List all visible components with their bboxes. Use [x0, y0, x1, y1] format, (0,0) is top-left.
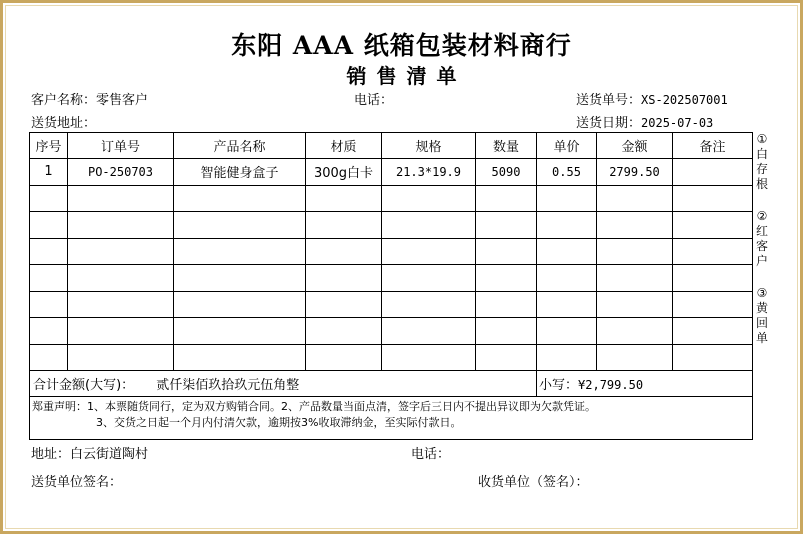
cell-quantity: 5090 [476, 159, 537, 186]
empty-cell [68, 344, 174, 371]
empty-cell [30, 185, 68, 212]
empty-cell [306, 265, 382, 292]
delivery-date-label: 送货日期： [576, 116, 642, 131]
empty-cell [306, 238, 382, 265]
empty-cell [597, 265, 673, 292]
table-row-empty [30, 291, 753, 318]
empty-cell [597, 318, 673, 345]
company-title: 东阳 AAA 纸箱包装材料商行 [231, 31, 572, 60]
empty-cell [476, 318, 537, 345]
total-small-label: 小写： [539, 378, 579, 393]
phone-label: 电话： [354, 93, 394, 108]
empty-cell [30, 238, 68, 265]
empty-cell [673, 291, 753, 318]
sender-signature: 送货单位签名： [31, 475, 123, 490]
cell-product: 智能健身盒子 [174, 159, 306, 186]
empty-cell [306, 291, 382, 318]
empty-cell [597, 291, 673, 318]
empty-cell [174, 212, 306, 239]
table-row-empty [30, 265, 753, 292]
empty-cell [30, 318, 68, 345]
address-field [31, 112, 96, 131]
table-header-row [30, 133, 753, 159]
empty-cell [382, 212, 476, 239]
empty-cell [382, 265, 476, 292]
delivery-date-value: 2025-07-03 [641, 116, 714, 130]
empty-cell [537, 185, 597, 212]
customer-label: 客户名称： [31, 93, 97, 108]
table-row-empty [30, 185, 753, 212]
order-number-value: XS-202507001 [641, 93, 728, 107]
header-spec: 规格 [382, 133, 476, 159]
side-note-number: ② [756, 209, 768, 223]
total-row [30, 371, 753, 397]
cell-spec: 21.3*19.9 [382, 159, 476, 186]
phone-field [354, 89, 393, 108]
empty-cell [673, 344, 753, 371]
total-upper-label: 合计金额(大写)： [33, 378, 135, 393]
footer-address-value: 白云街道陶村 [70, 447, 149, 462]
empty-cell [673, 318, 753, 345]
empty-cell [673, 238, 753, 265]
empty-cell [476, 265, 537, 292]
empty-cell [537, 212, 597, 239]
order-number-field [576, 89, 728, 108]
empty-cell [382, 318, 476, 345]
sales-table [29, 132, 753, 440]
cell-material: 300g白卡 [306, 159, 382, 186]
footer-address [31, 443, 148, 462]
order-number-label: 送货单号： [576, 93, 642, 108]
notice-row [30, 397, 753, 440]
total-upper-value: 贰仟柒佰玖拾玖元伍角整 [156, 378, 300, 393]
side-note-red [756, 209, 768, 269]
empty-cell [476, 212, 537, 239]
empty-cell [537, 265, 597, 292]
side-note-number: ③ [756, 286, 768, 300]
header-seq: 序号 [30, 133, 68, 159]
empty-cell [476, 185, 537, 212]
empty-cell [174, 291, 306, 318]
delivery-date-field [576, 112, 713, 131]
empty-cell [68, 212, 174, 239]
empty-cell [673, 185, 753, 212]
side-note-yellow [756, 286, 768, 346]
cell-amount: 2799.50 [597, 159, 673, 186]
footer-phone [411, 443, 450, 462]
empty-cell [174, 265, 306, 292]
empty-cell [597, 212, 673, 239]
empty-cell [30, 344, 68, 371]
empty-cell [673, 212, 753, 239]
empty-cell [68, 238, 174, 265]
header-amount: 金额 [597, 133, 673, 159]
cell-remark [673, 159, 753, 186]
header-material: 材质 [306, 133, 382, 159]
document-title: 销售清单 [346, 64, 467, 88]
empty-cell [537, 291, 597, 318]
table-row [30, 159, 753, 186]
empty-cell [597, 344, 673, 371]
footer-address-label: 地址： [31, 447, 71, 462]
side-note-number: ① [756, 132, 768, 146]
notice-line-1: 郑重声明：1、本票随货同行，定为双方购销合同。2、产品数量当面点清，签字后三日内不提出异议即为欠款凭证。 [32, 400, 596, 413]
empty-cell [537, 238, 597, 265]
cell-unit-price: 0.55 [537, 159, 597, 186]
empty-cell [597, 185, 673, 212]
empty-cell [382, 344, 476, 371]
empty-cell [476, 291, 537, 318]
empty-cell [537, 318, 597, 345]
empty-cell [382, 185, 476, 212]
cell-seq: 1 [30, 159, 68, 186]
empty-cell [174, 238, 306, 265]
side-note-white [756, 132, 768, 192]
side-note-text: 红客户 [756, 224, 769, 268]
empty-cell [68, 291, 174, 318]
empty-cell [68, 265, 174, 292]
address-label: 送货地址： [31, 116, 97, 131]
empty-cell [174, 318, 306, 345]
header-remark: 备注 [673, 133, 753, 159]
empty-cell [306, 318, 382, 345]
empty-cell [306, 212, 382, 239]
empty-cell [174, 185, 306, 212]
table-row-empty [30, 238, 753, 265]
table-row-empty [30, 212, 753, 239]
customer-field [31, 89, 148, 108]
empty-cell [68, 185, 174, 212]
side-note-text: 黄回单 [756, 301, 769, 345]
customer-value: 零售客户 [96, 93, 149, 108]
notice-cell [30, 397, 753, 440]
header-quantity: 数量 [476, 133, 537, 159]
header-unit-price: 单价 [537, 133, 597, 159]
table-row-empty [30, 344, 753, 371]
empty-cell [68, 318, 174, 345]
empty-cell [30, 265, 68, 292]
empty-cell [597, 238, 673, 265]
empty-cell [30, 291, 68, 318]
empty-cell [537, 344, 597, 371]
side-note-text: 白存根 [756, 147, 769, 191]
total-upper-cell [30, 371, 537, 397]
empty-cell [382, 238, 476, 265]
cell-order-no: PO-250703 [68, 159, 174, 186]
header-order-no: 订单号 [68, 133, 174, 159]
empty-cell [382, 291, 476, 318]
table-row-empty [30, 318, 753, 345]
footer-phone-label: 电话： [411, 447, 451, 462]
empty-cell [476, 238, 537, 265]
total-small-value: ¥2,799.50 [578, 378, 644, 392]
empty-cell [673, 265, 753, 292]
total-small-cell [537, 371, 753, 397]
empty-cell [306, 185, 382, 212]
empty-cell [476, 344, 537, 371]
empty-cell [30, 212, 68, 239]
notice-line-2: 3、交货之日起一个月内付清欠款，逾期按3%收取滞纳金，至实际付款日。 [96, 416, 462, 429]
empty-cell [174, 344, 306, 371]
header-product: 产品名称 [174, 133, 306, 159]
receiver-signature: 收货单位（签名）： [478, 475, 589, 490]
empty-cell [306, 344, 382, 371]
